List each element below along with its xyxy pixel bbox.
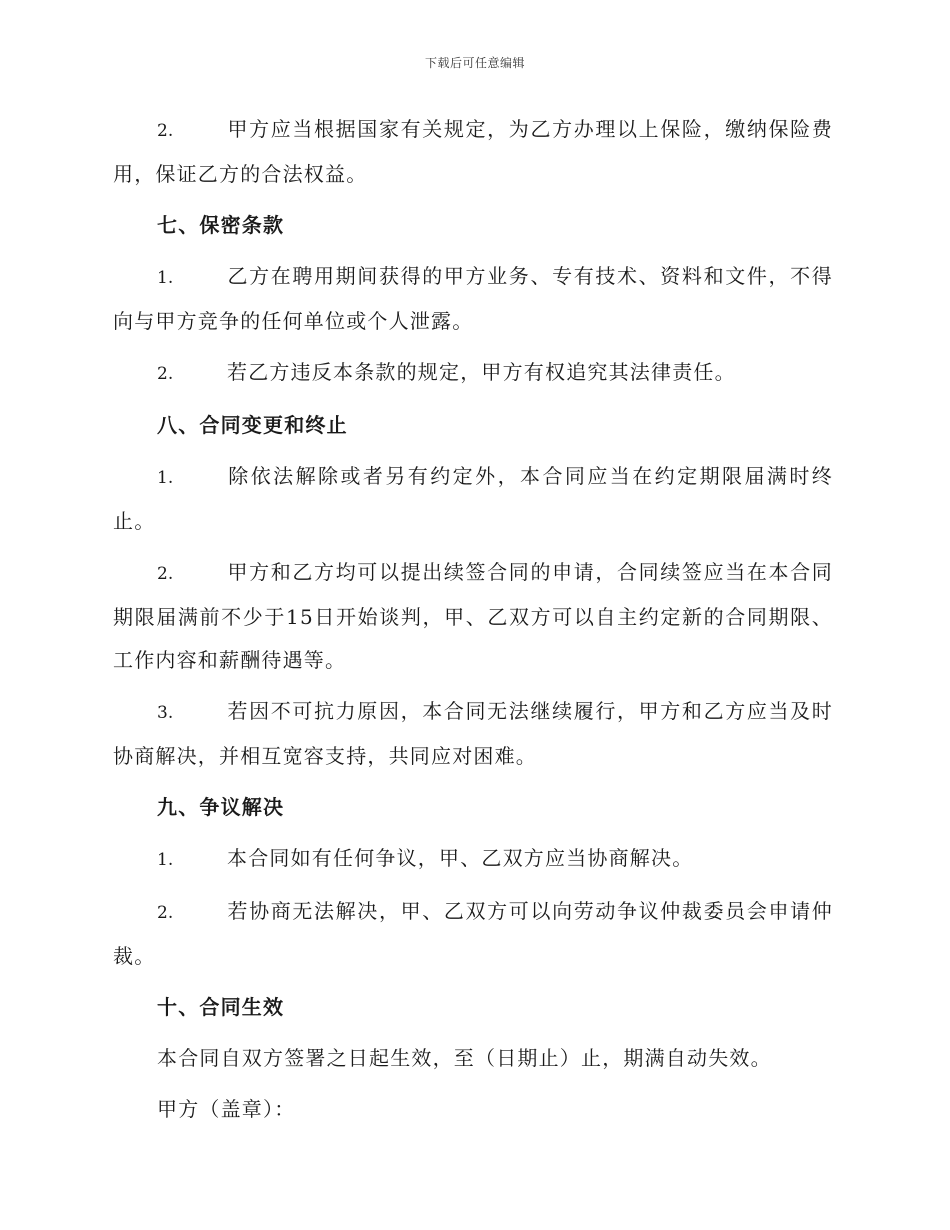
section-heading-10: 十、合同生效: [157, 995, 285, 1019]
clause-text: 甲方和乙方均可以提出续签合同的申请，合同续签应当在本合同期限届满前不少于15日开始谈判，甲、乙双方可以自主约定新的合同期限、工作内容和薪酬待遇等。: [113, 560, 833, 672]
party-a-signature-label: 甲方（盖章）：: [157, 1097, 296, 1121]
clause-number: 3.: [157, 703, 174, 723]
clause-text: 本合同如有任何争议，甲、乙双方应当协商解决。: [227, 846, 694, 870]
clause-9-1: [113, 837, 833, 882]
clause-text: 若乙方违反本条款的规定，甲方有权追究其法律责任。: [227, 360, 736, 384]
clause-7-2: [113, 351, 833, 396]
clause-text: 若因不可抗力原因，本合同无法继续履行，甲方和乙方应当及时协商解决，并相互宽容支持，共同应对困难。: [113, 699, 833, 768]
clause-number: 2.: [157, 364, 174, 384]
clause-text: 若协商无法解决，甲、乙双方可以向劳动争议仲裁委员会申请仲裁。: [113, 899, 833, 968]
clause-number: 2.: [157, 121, 174, 141]
clause-text: 除依法解除或者另有约定外，本合同应当在约定期限届满时终止。: [113, 464, 833, 533]
clause-9-2: [113, 890, 833, 978]
clause-text: 乙方在聘用期间获得的甲方业务、专有技术、资料和文件，不得向与甲方竞争的任何单位或个人泄露。: [113, 264, 833, 333]
clause-number: 2.: [157, 903, 174, 923]
clause-8-3: [113, 690, 833, 778]
clause-8-1: [113, 455, 833, 543]
effective-paragraph: 本合同自双方签署之日起生效，至（日期止）止，期满自动失效。: [157, 1046, 772, 1070]
clause-8-2: [113, 551, 833, 682]
clause-number: 2.: [157, 564, 174, 584]
section-heading-7: 七、保密条款: [157, 213, 285, 237]
section-heading-8: 八、合同变更和终止: [157, 413, 348, 437]
clause-number: 1.: [157, 850, 174, 870]
section-heading-9: 九、争议解决: [157, 795, 285, 819]
clause-number: 1.: [157, 268, 174, 288]
clause-text: 甲方应当根据国家有关规定，为乙方办理以上保险，缴纳保险费用，保证乙方的合法权益。: [113, 117, 833, 186]
clause-7-1: [113, 255, 833, 343]
clause-number: 1.: [157, 468, 174, 488]
header-note: 下载后可任意编辑: [424, 56, 525, 70]
contract-body: [113, 108, 833, 1139]
clause-6-2: [113, 108, 833, 196]
